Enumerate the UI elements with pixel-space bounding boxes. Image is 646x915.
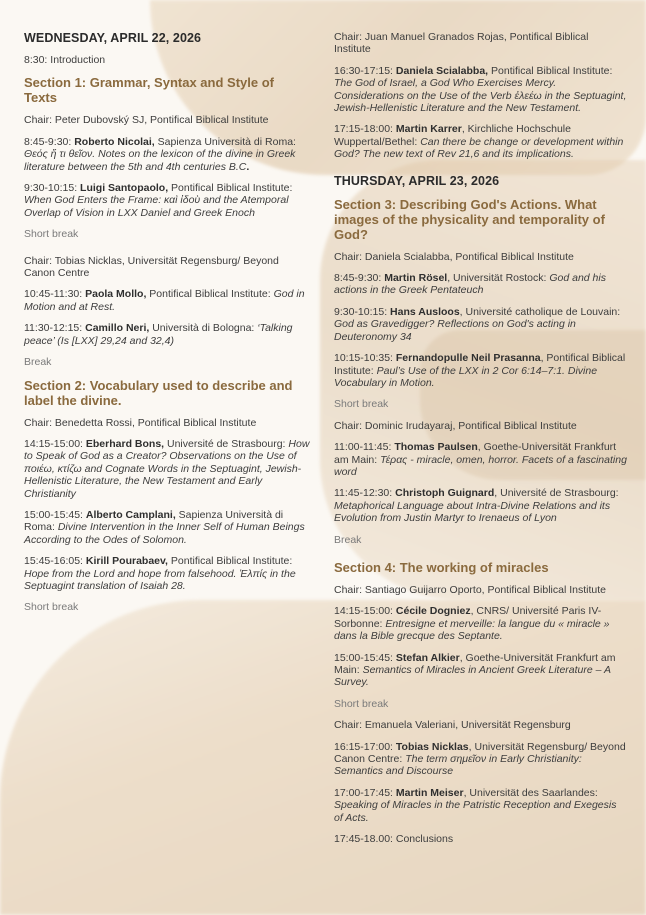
session-chair: Chair: Dominic Irudayaraj, Pontifical Biblical Institute (334, 419, 577, 432)
speaker-name: Martin Rösel (384, 272, 448, 285)
talk-ausloos: 9:30-10:15: Hans Ausloos, Université catholique de Louvain: God as Gravedigger? Reflections on God's acting in Deuteronomy 34 (334, 305, 621, 343)
talk-pourabaev: 15:45-16:05: Kirill Pourabaev, Pontifical Biblical Institute: Hope from the Lord and hope from falsehood. Ἐλπίς in the Septuagint translation of Isaiah 28. (24, 555, 296, 592)
speaker-name: Luigi Santopaolo, (80, 182, 169, 195)
speaker-name: Roberto Nicolai, (74, 135, 155, 148)
talk-title: God and his actions in the Greek Pentateuch (334, 272, 606, 297)
speaker-name: Alberto Camplani, (85, 508, 176, 521)
talk-title: Divine Intervention in the Inner Self of Human Beings According to the Odes of Solomon. (24, 521, 305, 546)
break: Break (334, 533, 362, 546)
talk-karrer: 17:15-18:00: Martin Karrer, Kirchliche Hochschule Wuppertal/Bethel: Can there be change or development within God? The new text of Rev 21,6 and its implications. (334, 123, 624, 161)
talk-alkier: 15:00-15:45: Stefan Alkier, Goethe-Universität Frankfurt am Main: Semantics of Miracles in Ancient Greek Literature – A Survey. (334, 651, 616, 689)
talk-title: Θεός ἤ τι θεῖον. Notes on the lexicon of the divine in Greek literature between the 5th and 4th centuries B.C (24, 148, 296, 173)
talk-nicklas: 16:15-17:00: Tobias Nicklas, Universität Regensburg/ Beyond Canon Centre: The term σημεῖον in Early Christianity: Semantics and Discourse (334, 740, 626, 778)
session-chair: Chair: Juan Manuel Granados Rojas, Pontifical Biblical Institute (334, 31, 589, 56)
speaker-name: Cécile Dogniez (395, 605, 471, 618)
speaker-name: Martin Karrer (395, 123, 462, 136)
talk-title: Entresigne et merveille: la langue du « miracle » dans la Bible grecque des Septante. (334, 617, 610, 643)
talk-title: Τέρας - miracle, omen, horror. Facets of a fascinating word (334, 453, 627, 478)
day-heading-thursday: THURSDAY, APRIL 23, 2026 (334, 173, 500, 188)
session-chair: Chair: Tobias Nicklas, Universität Regensburg/ Beyond Canon Centre (24, 254, 279, 280)
speaker-name: Hans Ausloos (390, 305, 460, 318)
speaker-name: Christoph Guignard (395, 487, 495, 500)
talk-prasanna: 10:15-10:35: Fernandopulle Neil Prasanna, Pontifical Biblical Institute: Paul’s Use of the LXX in 2 Cor 6:14–7:1. Divine Vocabulary in Motion. (334, 352, 626, 389)
talk-santopaolo: 9:30-10:15: Luigi Santopaolo, Pontifical Biblical Institute: When God Enters the Frame: καὶ ἰδοὺ and the Atemporal Overlap of Vision in LXX Daniel and Greek Enoch (24, 182, 293, 219)
talk-title: The God of Israel, a God Who Exercises Mercy. Considerations on the Use of the Verb ἐλεέω in the Septuagint, Jewish-Hellenistic Literature and the New Testament. (334, 77, 627, 115)
talk-title: ‘Talking peace’ (Is [LXX] 29,24 and 32,4) (24, 322, 293, 347)
speaker-name: Kirill Pourabaev, (85, 555, 168, 568)
speaker-name: Tobias Nicklas (395, 740, 469, 753)
talk-title: When God Enters the Frame: καὶ ἰδοὺ and the Atemporal Overlap of Vision in LXX Daniel and Greek Enoch (24, 194, 289, 219)
talk-title: Paul’s Use of the LXX in 2 Cor 6:14–7:1. Divine Vocabulary in Motion. (334, 364, 598, 389)
talk-rosel: 8:45-9:30: Martin Rösel, Universität Rostock: God and his actions in the Greek Pentateuch (334, 272, 606, 297)
talk-title: God in Motion and at Rest. (24, 288, 305, 313)
section-1-title: Section 1: Grammar, Syntax and Style of Texts (24, 75, 274, 106)
session-chair: Chair: Emanuela Valeriani, Universität Regensburg (334, 719, 571, 732)
speaker-name: Martin Meiser (395, 786, 464, 799)
day-heading-wednesday: WEDNESDAY, APRIL 22, 2026 (24, 31, 202, 45)
talk-title: How to Speak of God as a Creator? Observations on the Use of ποιέω, κτίζω and Cognate Words in the Septuagint, Jewish-Hellenistic Literature, the New Testament and Early Christianity (24, 437, 310, 500)
speaker-name: Fernandopulle Neil Prasanna (395, 352, 541, 365)
section-1-chair: Chair: Peter Dubovský SJ, Pontifical Biblical Institute (24, 114, 269, 127)
talk-title: The term σημεῖον in Early Christianity: Semantics and Discourse (334, 753, 582, 778)
speaker-name: Stefan Alkier (395, 651, 460, 664)
talk-bons: 14:15-15:00: Eberhard Bons, Université de Strasbourg: How to Speak of God as a Creator? Observations on the Use of ποιέω, κτίζω and Cognate Words in the Septuagint, Jewish-Hellenistic Literature, the New Testament and Early Christianity (24, 437, 310, 500)
talk-mollo: 10:45-11:30: Paola Mollo, Pontifical Biblical Institute: God in Motion and at Rest. (24, 288, 305, 313)
short-break: Short break (24, 228, 79, 241)
section-4-title: Section 4: The working of miracles (334, 559, 549, 575)
left-column (24, 31, 310, 628)
section-2-title: Section 2: Vocabulary used to describe and label the divine. (24, 377, 293, 408)
short-break: Short break (334, 697, 389, 710)
break: Break (24, 356, 52, 369)
speaker-name: Thomas Paulsen (394, 441, 478, 454)
talk-title: Hope from the Lord and hope from falsehood. Ἐλπίς in the Septuagint translation of Isaiah 28. (24, 567, 296, 592)
speaker-name: Daniela Scialabba, (395, 64, 489, 77)
introduction: 8:30: Introduction (24, 54, 106, 66)
speaker-name: Paola Mollo, (85, 288, 147, 301)
talk-nicolai: 8:45-9:30: Roberto Nicolai, Sapienza Università di Roma: Θεός ἤ τι θεῖον. Notes on the lexicon of the divine in Greek literature between the 5th and 4th centuries B.C. (24, 135, 296, 173)
talk-neri: 11:30-12:15: Camillo Neri, Università di Bologna: ‘Talking peace’ (Is [LXX] 29,24 and 32,4) (24, 322, 293, 347)
section-2-chair: Chair: Benedetta Rossi, Pontifical Biblical Institute (24, 416, 257, 429)
talk-title: Metaphorical Language about Intra-Divine Relations and its Evolution from Justin Martyr to Irenaeus of Lyon (334, 499, 611, 525)
talk-guignard: 11:45-12:30: Christoph Guignard, Université de Strasbourg: Metaphorical Language about Intra-Divine Relations and its Evolution from Justin Martyr to Irenaeus of Lyon (334, 487, 619, 525)
section-3-chair: Chair: Daniela Scialabba, Pontifical Biblical Institute (334, 250, 574, 263)
speaker-name: Eberhard Bons, (85, 437, 165, 450)
talk-title: Can there be change or development within God? The new text of Rev 21,6 and its implications. (334, 135, 624, 161)
conclusions: 17:45-18.00: Conclusions (334, 833, 454, 846)
talk-title: God as Gravedigger? Reflections on God's acting in Deuteronomy 34 (334, 318, 576, 343)
talk-meiser: 17:00-17:45: Martin Meiser, Universität des Saarlandes: Speaking of Miracles in the Patristic Reception and Exegesis of Acts. (334, 786, 617, 824)
section-4-chair: Chair: Santiago Guijarro Oporto, Pontifical Biblical Institute (334, 583, 606, 596)
short-break: Short break (24, 601, 79, 614)
section-3-title: Section 3: Describing God's Actions. What images of the physicality and temporality of God? (334, 196, 605, 242)
speaker-name: Camillo Neri, (85, 322, 150, 335)
talk-dogniez: 14:15-15:00: Cécile Dogniez, CNRS/ Université Paris IV-Sorbonne: Entresigne et merveille: la langue du « miracle » dans la Bible grecque des Septante. (334, 605, 610, 643)
short-break: Short break (334, 398, 389, 411)
talk-title: Semantics of Miracles in Ancient Greek Literature – A Survey. (334, 664, 611, 689)
talk-title: Speaking of Miracles in the Patristic Reception and Exegesis of Acts. (334, 799, 617, 824)
talk-camplani: 15:00-15:45: Alberto Camplani, Sapienza Università di Roma: Divine Intervention in the Inner Self of Human Beings According to the Odes of Solomon. (24, 508, 305, 546)
talk-scialabba: 16:30-17:15: Daniela Scialabba, Pontifical Biblical Institute: The God of Israel, a God Who Exercises Mercy. Considerations on the Use of the Verb ἐλεέω in the Septuagint, Jewish-Hellenistic Literature and the New Testament. (334, 64, 627, 115)
right-column (334, 31, 628, 854)
talk-paulsen: 11:00-11:45: Thomas Paulsen, Goethe-Universität Frankfurt am Main: Τέρας - miracle, omen, horror. Facets of a fascinating word (334, 441, 627, 478)
